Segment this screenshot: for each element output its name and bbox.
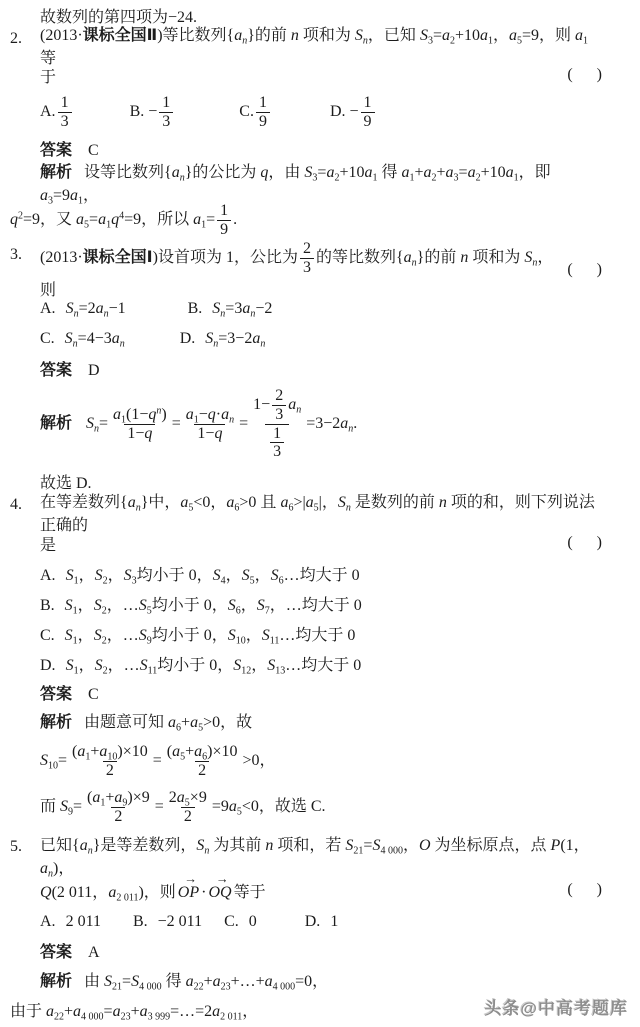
text-run: $a_6$ — [226, 494, 240, 514]
line-text: (2013·课标全国Ⅰ)设首项为 1，公比为 $\frac{2}{3}$ 的等比数列$\{a_n\}$的前 n 项和为 $S_n$，则 — [40, 240, 554, 299]
text-run: $q^4$ — [111, 210, 125, 228]
text-run: Q — [40, 883, 52, 901]
problem-3-stem — [10, 240, 602, 299]
text-run: $a_n$ — [288, 395, 302, 416]
text-run: $a_n$ — [403, 249, 417, 269]
text-run: $S_1$ — [65, 656, 79, 676]
text-run: n — [460, 249, 469, 267]
problem-2-stem-line-2 — [40, 60, 602, 90]
text-run: $a_n$ — [40, 860, 53, 880]
text-run: $S_n$ — [337, 494, 351, 514]
problem-4-option-b — [40, 588, 602, 618]
text-run: $a_6$ — [168, 713, 182, 733]
text-run: $a_1$ — [480, 27, 493, 47]
text-run: $S_n$ — [205, 330, 219, 350]
line-text: (2013·课标全国Ⅱ)等比数列$\{a_n\}$的前 n 项和为 $S_n$，已知 $S_3=a_2+10a_1$，$a_5=9$，则 $a_1$ 等 — [40, 27, 589, 67]
text-run: $S_2$ — [93, 596, 107, 616]
text-run: $S_{11}$ — [261, 626, 280, 646]
fraction: $\frac{1}{3}$ — [270, 425, 284, 462]
text-run: $a_{23}$ — [112, 1002, 131, 1022]
line-with-bracket — [40, 64, 602, 87]
line-with-bracket — [40, 240, 602, 300]
problem-text — [40, 240, 602, 300]
line-text: Q(2 011，$a_{2 011}$)，则 → OP · → OQ 等于 — [40, 872, 266, 903]
spacer — [125, 342, 180, 343]
spacer — [320, 925, 330, 926]
text-run: $S_3$ — [304, 164, 318, 184]
line-with-bracket — [40, 872, 602, 903]
line-text: 故选 D. — [40, 474, 92, 492]
text-run: $a_5$ — [76, 210, 90, 231]
emphasis-text: 解析 — [40, 414, 73, 432]
analysis-2-line-1 — [40, 164, 602, 207]
text-run: $S_1$ — [64, 626, 78, 646]
text-run: $a_{10}$ — [99, 742, 118, 763]
text-run: $a_n$ — [252, 330, 266, 350]
text-run: $a_n$ — [95, 300, 109, 320]
text-run: $a_9$ — [114, 788, 128, 809]
text-run: $S_{11}$ — [139, 656, 158, 676]
line-text: 而 $S_9=$ $\frac{(a_1+a_9)\times 9}{2}$ = $\frac{2a_5\times 9}{2}$ $=9a_5<0$，故选 C. — [40, 788, 326, 825]
spacer — [257, 925, 305, 926]
line-text: A. $S_n=2a_n-1$ B. $S_n=3a_n-2$ — [40, 300, 273, 320]
problem-text — [40, 22, 602, 68]
text-run: n — [265, 837, 274, 854]
emphasis-text: 答案 — [40, 685, 73, 703]
spacer — [72, 698, 88, 699]
text-run: $a_1$ — [185, 405, 199, 426]
spacer — [55, 609, 65, 610]
spacer — [72, 374, 88, 375]
text-run: $a_5$ — [190, 713, 204, 733]
emphasis-text: 课标全国Ⅱ — [82, 27, 158, 44]
line-text: 解析 设等比数列$\{a_n\}$的公比为 q，由 $S_3=a_2+10a_1$ 得 $a_1+a_2+a_3=a_2+10a_1$，即 $a_3=9a_1$， — [40, 164, 551, 207]
spacer — [195, 342, 205, 343]
line-text: $S_{10}=$ $\frac{(a_1+a_{10})\times 10}{2}$ = $\frac{(a_5+a_6)\times 10}{2}$ >0， — [40, 742, 276, 779]
line-text: 解析 由 $S_{21}=S_{4 000}$ 得 $a_{22}+a_{23}+\dots+a_{4 000}=0$， — [40, 972, 329, 992]
emphasis-text: 答案 — [40, 361, 73, 379]
text-run: $a_n$ — [221, 405, 235, 426]
text-run: $a_5$ — [305, 494, 319, 514]
problem-4-stem-line-2 — [40, 528, 602, 558]
text-run: n — [290, 27, 299, 44]
text-run: O — [418, 837, 431, 854]
problem-3-options-row-2 — [40, 324, 602, 354]
text-run: $a_{4 000}$ — [73, 1002, 104, 1022]
text-run: $a_n$ — [171, 164, 185, 184]
spacer — [202, 925, 224, 926]
text-run: $q^n$ — [148, 405, 162, 423]
analysis-2-line-2 — [10, 200, 602, 240]
text-run: $S_1$ — [64, 596, 78, 616]
fraction: 1− $\frac{2}{3}$ $a_n$ $\frac{1}{3}$ — [253, 386, 302, 461]
text-run: $S_4$ — [212, 566, 226, 586]
line-text: 是 — [40, 536, 57, 554]
line-text: 在等差数列$\{a_n\}$中，$a_5<0$，$a_6>0$ 且 $a_6>|a_5|$，$S_n$ 是数列的前 n 项的和，则下列说法正确的 — [40, 494, 595, 534]
text-run: $a_1$ — [113, 405, 127, 426]
problem-4-option-a — [40, 558, 602, 588]
emphasis-text: 解析 — [40, 713, 73, 731]
text-run: $S_6$ — [270, 566, 284, 586]
text-run: $a_{3 999}$ — [139, 1002, 171, 1022]
text-run: $S_n$ — [86, 414, 100, 435]
text-run: $a_1$ — [505, 164, 519, 184]
text-run: $S_{12}$ — [233, 656, 252, 676]
line-text: $q^2=9$，又 $a_5=a_1q^4=9$，所以 $a_1=$ $\frac{1}{9}$ . — [10, 201, 238, 238]
text-run: $a_1$ — [575, 27, 589, 47]
line-text: C. $S_1$，$S_2$，$\dots S_9$均小于 0，$S_{10}$，$S_{11}\dots$均大于 0 — [40, 626, 356, 646]
text-run: $a_2$ — [423, 164, 437, 184]
text-run: $a_2$ — [467, 164, 481, 184]
problem-2-options — [40, 90, 602, 134]
problem-number: 4. — [10, 496, 22, 513]
text-run: $a_2$ — [441, 27, 455, 47]
fraction: $\frac{1}{9}$ — [217, 202, 231, 239]
text-run: $S_{10}$ — [227, 626, 246, 646]
line-text: B. $S_1$，$S_2$，$\dots S_5$均小于 0，$S_6$，$S_7$，…均大于 0 — [40, 596, 362, 616]
vector-oq: → OQ — [208, 872, 232, 901]
text-run: $S_n$ — [196, 837, 210, 857]
line-text: 由于 $a_{22}+a_{4 000}=a_{23}+a_{3 999}=\dots=2a_{2 011}$， — [10, 1002, 259, 1022]
problem-text — [40, 832, 602, 878]
spacer — [56, 579, 66, 580]
analysis-4-line-3 — [40, 784, 602, 830]
fraction: $\frac{2}{3}$ — [300, 240, 314, 277]
spacer — [55, 342, 65, 343]
text-run: $S_n$ — [524, 249, 538, 269]
emphasis-text: 解析 — [40, 164, 73, 181]
text-run: $a_3$ — [40, 187, 53, 207]
line-text: A. $S_1$，$S_2$，$S_3$均小于 0，$S_4$，$S_5$，$S_6\dots$均大于 0 — [40, 566, 360, 586]
spacer — [56, 669, 66, 670]
text-run: q — [214, 424, 223, 442]
text-run: q — [260, 164, 269, 181]
problem-5-stem-line-1 — [10, 837, 602, 880]
answer-bracket: ( ) — [567, 261, 602, 278]
answer-3 — [40, 354, 602, 382]
text-run: $S_n$ — [64, 330, 78, 350]
text-run: $a_5$ — [228, 797, 242, 818]
problem-4-option-d — [40, 648, 602, 678]
text-run: $a_{2 011}$ — [108, 883, 139, 903]
spacer — [202, 312, 212, 313]
text-run: $S_{21}$ — [104, 972, 123, 992]
spacer — [56, 312, 66, 313]
spacer — [126, 312, 188, 313]
problem-number: 5. — [10, 838, 22, 855]
text-run: $a_{2 011}$ — [212, 1002, 243, 1022]
spacer — [101, 925, 133, 926]
text-run: q — [207, 405, 216, 423]
answer-bracket: ( ) — [567, 534, 602, 551]
problem-5-options — [40, 908, 602, 936]
fraction: $\frac{(a_5+a_6)\times 10}{2}$ — [166, 742, 238, 779]
line-text: 解析 $S_n=$ $\frac{a_1(1-q^n)}{1-q}$ = $\frac{a_1-q\cdot a_n}{1-q}$ = 1− $\frac{2}{3}$ $a_n$ $\frac{1}{3}$ $=3-2a_n$. — [40, 386, 358, 461]
analysis-3-equation — [40, 382, 602, 466]
problem-text — [40, 489, 602, 535]
text-run: $S_5$ — [241, 566, 255, 586]
spacer — [239, 925, 249, 926]
text-run: $a_n$ — [340, 414, 354, 435]
text-run: $a_3$ — [445, 164, 459, 184]
text-run: $S_n$ — [65, 300, 79, 320]
answer-4 — [40, 678, 602, 706]
line-text: 答案 A — [40, 943, 100, 961]
vector-op: → OP — [177, 872, 200, 901]
answer-5 — [40, 936, 602, 964]
spacer — [272, 115, 330, 116]
line-text: D. $S_1$，$S_2$，$\dots S_{11}$均小于 0，$S_{12}$，$S_{13}\dots$均大于 0 — [40, 656, 362, 676]
analysis-5-line-1 — [40, 964, 602, 994]
text-run: $a_5$ — [176, 788, 190, 809]
text-run: $a_{4 000}$ — [264, 972, 296, 992]
emphasis-text: 答案 — [40, 943, 73, 961]
spacer — [72, 154, 88, 155]
text-run: $a_6$ — [194, 742, 208, 763]
text-run: $S_{10}$ — [40, 751, 58, 772]
fraction: $\frac{a_1-q\cdot a_n}{1-q}$ — [185, 405, 235, 442]
emphasis-text: 课标全国Ⅰ — [82, 249, 153, 267]
text-run: $a_1$ — [364, 164, 378, 184]
spacer — [72, 985, 84, 986]
problem-2-stem-line-1 — [10, 27, 602, 67]
fraction: $\frac{1}{3}$ — [159, 94, 173, 131]
line-text: A. $\frac{1}{3}$ B. − $\frac{1}{3}$ C. $\frac{1}{9}$ D. − $\frac{1}{9}$ — [40, 94, 602, 131]
text-run: $a_1$ — [70, 187, 84, 207]
text-run: q — [144, 424, 153, 442]
text-run: $a_n$ — [111, 330, 125, 350]
spacer — [56, 925, 66, 926]
text-run: $a_6$ — [280, 494, 294, 514]
emphasis-text: 解析 — [40, 972, 73, 990]
line-text: 已知$\{a_n\}$是等差数列，$S_n$ 为其前 n 项和，若 $S_{21}=S_{4 000}$，O 为坐标原点，点 P(1，$a_n$)， — [40, 837, 590, 880]
text-run: n — [438, 494, 447, 511]
text-run: $a_n$ — [127, 494, 141, 514]
text-run: $S_{13}$ — [267, 656, 286, 676]
line-with-bracket — [40, 532, 602, 555]
text-run: $a_1$ — [193, 210, 207, 231]
text-run: $a_{22}$ — [46, 1002, 65, 1022]
emphasis-text: 答案 — [40, 141, 73, 159]
text-run: $S_3$ — [123, 566, 137, 586]
fraction: $\frac{1}{9}$ — [361, 94, 375, 131]
line-text: 答案 C — [40, 141, 99, 159]
watermark: 头条@中高考题库 — [484, 999, 628, 1018]
text-run: $a_1$ — [401, 164, 415, 184]
text-run: $S_5$ — [138, 596, 152, 616]
vector-arrow-icon: → — [184, 872, 197, 887]
spacer — [175, 115, 239, 116]
text-run: $a_5$ — [509, 27, 523, 47]
problem-number: 3. — [10, 246, 22, 263]
text-run: $S_9$ — [138, 626, 152, 646]
spacer — [55, 639, 65, 640]
text-run: $a_n$ — [79, 837, 93, 857]
text-run: $S_1$ — [65, 566, 79, 586]
text-run: $a_1$ — [98, 210, 112, 231]
text-run: $S_9$ — [60, 797, 74, 818]
text-run: $S_2$ — [94, 566, 108, 586]
text-run: $S_3$ — [419, 27, 433, 47]
answer-bracket: ( ) — [567, 881, 602, 898]
line-text: 答案 D — [40, 361, 100, 379]
text-run: $q^2$ — [10, 210, 23, 228]
text-run: $S_2$ — [94, 656, 108, 676]
text-run: $S_n$ — [354, 27, 368, 47]
line-text: A. 2 011 B. −2 011 C. 0 D. 1 — [40, 913, 339, 930]
answer-2 — [40, 134, 602, 162]
spacer — [148, 925, 158, 926]
text-run: $a_5$ — [172, 742, 186, 763]
text-run: $a_{22}$ — [185, 972, 204, 992]
text-run: $S_2$ — [93, 626, 107, 646]
text-run: $a_{23}$ — [212, 972, 231, 992]
spacer — [74, 115, 130, 116]
text-run: $a_5$ — [180, 494, 194, 514]
line-text: 解析 由题意可知 $a_6+a_5>0$，故 — [40, 713, 253, 733]
spacer — [72, 726, 84, 727]
fraction: $\frac{2}{3}$ — [272, 387, 286, 424]
text-run: $a_1$ — [92, 788, 106, 809]
text-run: $a_n$ — [242, 300, 256, 320]
answer-bracket: ( ) — [567, 66, 602, 83]
problem-4-option-c — [40, 618, 602, 648]
fraction: $\frac{1}{3}$ — [58, 94, 72, 131]
fraction: $\frac{(a_1+a_{10})\times 10}{2}$ — [72, 742, 148, 779]
fraction: $\frac{2a_5\times 9}{2}$ — [168, 788, 207, 825]
problem-4-stem-line-1 — [10, 494, 602, 534]
text-run: $S_{21}$ — [345, 837, 364, 857]
text-run: $S_{4 000}$ — [131, 972, 162, 992]
text-run: $a_n$ — [234, 27, 248, 47]
vector-arrow-icon: → — [215, 872, 229, 887]
fraction: $\frac{(a_1+a_9)\times 9}{2}$ — [87, 788, 150, 825]
text-run: $S_6$ — [227, 596, 241, 616]
text-run: $a_1$ — [77, 742, 91, 763]
line-text: 故数列的第四项为−24. — [40, 8, 198, 26]
problem-number: 2. — [10, 30, 22, 47]
analysis-4-line-2 — [40, 738, 602, 784]
spacer — [72, 427, 86, 428]
spacer — [72, 956, 88, 957]
text-run: $S_{4 000}$ — [372, 837, 403, 857]
fraction: $\frac{a_1(1-q^n)}{1-q}$ — [113, 405, 167, 442]
line-text: 于 — [40, 68, 57, 86]
text-run: P — [550, 837, 561, 854]
analysis-4-line-1 — [40, 706, 602, 734]
text-run: $S_n$ — [212, 300, 226, 320]
text-run: $S_7$ — [256, 596, 270, 616]
line-text: 答案 C — [40, 685, 99, 703]
text-run: $a_2$ — [326, 164, 340, 184]
spacer — [72, 176, 84, 177]
line-text: C. $S_n=4-3a_n$ D. $S_n=3-2a_n$ — [40, 330, 266, 350]
fraction: $\frac{1}{9}$ — [256, 94, 270, 131]
